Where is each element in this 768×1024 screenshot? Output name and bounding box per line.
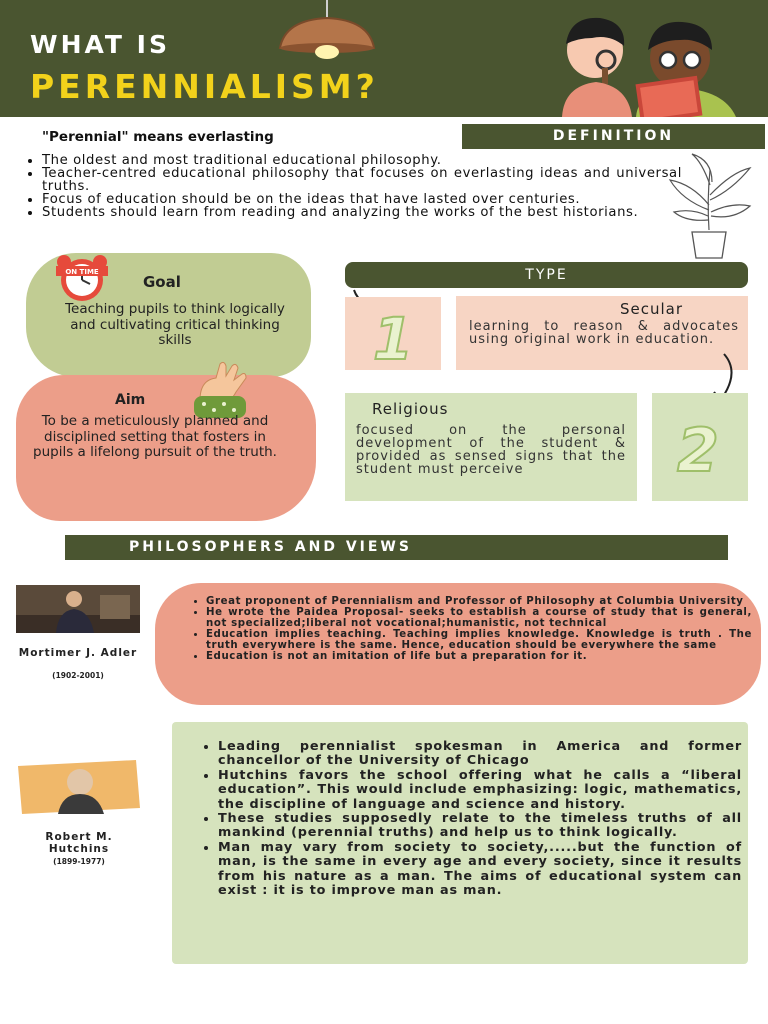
goal-title: Goal <box>143 273 181 291</box>
type-bar: TYPE <box>345 262 748 288</box>
religious-text: focused on the personal development of the student & provided as sensed signs that the student must perceive <box>356 423 626 477</box>
number-one: 1 <box>372 305 414 370</box>
hutchins-photo <box>18 760 140 814</box>
hutchins-name: Robert M. Hutchins <box>45 831 113 855</box>
list-item: • These studies supposedly relate to the timeless truths of all mankind (perennial truths) and help us to think logically. <box>218 812 742 841</box>
adler-years: (1902-2001) <box>52 671 104 680</box>
list-item: • Students should learn from reading and analyzing the works of the best historians. <box>42 206 682 219</box>
list-item: • He wrote the Paidea Proposal- seeks to establish a course of study that is general, not specialized;liberal not vocational;humanistic, not technical <box>206 607 752 629</box>
secular-title: Secular <box>620 300 684 318</box>
list-item: • Focus of education should be on the ideas that have lasted over centuries. <box>42 193 682 206</box>
aim-text: To be a meticulously planned and disciplined setting that fosters in pupils a lifelong pursuit of the truth. <box>33 413 277 460</box>
goal-text: Teaching pupils to think logically and cultivating critical thinking skills <box>65 301 285 348</box>
list-item: • Education is not an imitation of life but a preparation for it. <box>206 651 752 662</box>
plant-icon <box>662 150 757 262</box>
definition-list <box>20 154 682 219</box>
number-one-graphic <box>345 297 441 370</box>
religious-title: Religious <box>372 400 449 418</box>
number-two-graphic <box>652 393 748 501</box>
adler-name: Mortimer J. Adler <box>18 647 138 659</box>
list-item: • The oldest and most traditional educational philosophy. <box>42 154 682 167</box>
title-line-1: WHAT IS <box>30 30 170 59</box>
title-line-2: PERENNIALISM? <box>30 67 379 106</box>
list-item: • Hutchins favors the school offering what he calls a “liberal education”. This would include emphasizing: logic, mathematics, the discipline of language and science and history. <box>218 769 742 812</box>
adler-photo <box>16 585 140 633</box>
hand-icon <box>190 360 260 420</box>
definition-bar: DEFINITION <box>462 124 765 149</box>
list-item: • Great proponent of Perennialism and Professor of Philosophy at Columbia University <box>206 596 752 607</box>
list-item: • Leading perennialist spokesman in America and former chancellor of the University of Chicago <box>218 740 742 769</box>
secular-text: learning to reason & advocates using original work in education. <box>469 319 739 347</box>
list-item: • Man may vary from society to society,.....but the function of man, is the same in every age and every society, since it results from his nature as a man. The aims of educational system can exist : it is to improve man as man. <box>218 841 742 899</box>
alarm-clock-icon <box>44 252 122 304</box>
kids-reading-illustration <box>540 8 765 117</box>
aim-title: Aim <box>115 392 146 408</box>
philosophers-bar: PHILOSOPHERS AND VIEWS <box>65 535 728 560</box>
definition-subheading: "Perennial" means everlasting <box>42 129 274 145</box>
clock-label: ON TIME <box>65 268 99 276</box>
hutchins-years: (1899-1977) <box>53 857 105 866</box>
lamp-icon <box>270 0 385 62</box>
list-item: • Teacher-centred educational philosophy that focuses on everlasting ideas and universal truths. <box>42 167 682 193</box>
list-item: • Education implies teaching. Teaching implies knowledge. Knowledge is truth . The truth everywhere is the same. Hence, education should be everywhere the same <box>206 629 752 651</box>
hutchins-views-list <box>200 740 742 898</box>
adler-views-list <box>190 596 752 662</box>
number-two: 2 <box>677 416 719 486</box>
